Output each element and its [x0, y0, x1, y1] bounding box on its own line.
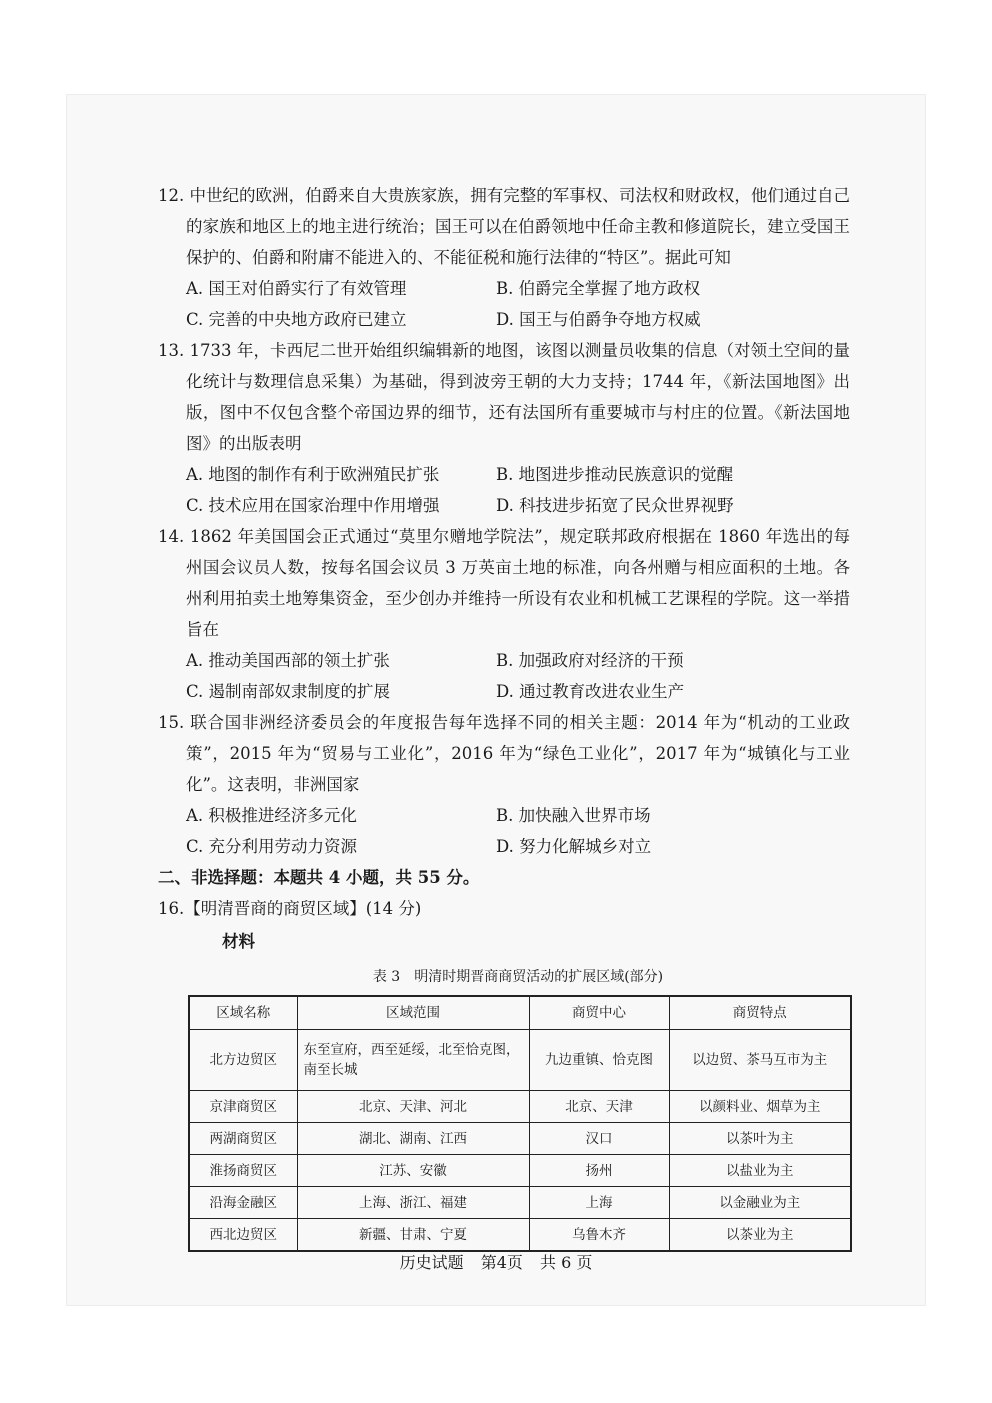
- table-cell: 江苏、安徽: [297, 1155, 529, 1187]
- table-cell: 西北边贸区: [189, 1219, 297, 1252]
- option-a: A. 推动美国西部的领土扩张: [186, 651, 390, 670]
- option-a: A. 国王对伯爵实行了有效管理: [186, 279, 407, 298]
- question-13: [158, 335, 850, 521]
- question-12: [158, 180, 850, 335]
- table-cell: 淮扬商贸区: [189, 1155, 297, 1187]
- table-cell: 汉口: [529, 1123, 669, 1155]
- option-c: C. 技术应用在国家治理中作用增强: [186, 496, 440, 515]
- table-cell: 上海、浙江、福建: [297, 1187, 529, 1219]
- question-stem: 12. 中世纪的欧洲，伯爵来自大贵族家族，拥有完整的军事权、司法权和财政权，他们通过自己的家族和地区上的地主进行统治；国王可以在伯爵领地中任命主教和修道院长，建立受国王保护的、伯爵和附庸不能进入的、不能征税和施行法律的“特区”。据此可知: [158, 186, 850, 267]
- option-d: D. 努力化解城乡对立: [496, 837, 652, 856]
- table-cell: 东至宣府，西至延绥，北至恰克图，南至长城: [297, 1030, 529, 1091]
- table-cell: 扬州: [529, 1155, 669, 1187]
- table-cell: 以茶业为主: [669, 1219, 851, 1252]
- table-cell: 上海: [529, 1187, 669, 1219]
- option-c: C. 遏制南部奴隶制度的扩展: [186, 682, 391, 701]
- question-stem: 14. 1862 年美国国会正式通过“莫里尔赠地学院法”，规定联邦政府根据在 1860 年选出的每州国会议员人数，按每名国会议员 3 万英亩土地的标准，向各州赠与相应面积的土地。各州利用拍卖土地筹集资金，至少创办并维持一所设有农业和机械工艺课程的学院。这一举措旨在: [158, 527, 850, 639]
- footer-page-number: 第4页: [480, 1253, 523, 1272]
- option-d: D. 国王与伯爵争夺地方权威: [496, 310, 701, 329]
- material-label: 材料: [222, 932, 255, 951]
- table-row: [189, 1155, 851, 1187]
- question-14: [158, 521, 850, 707]
- table-cell: 北方边贸区: [189, 1030, 297, 1091]
- option-a: A. 积极推进经济多元化: [186, 806, 357, 825]
- option-b: B. 地图进步推动民族意识的觉醒: [496, 465, 734, 484]
- table-cell: 湖北、湖南、江西: [297, 1123, 529, 1155]
- options: [158, 459, 850, 521]
- option-b: B. 伯爵完全掌握了地方政权: [496, 279, 701, 298]
- table-cell: 沿海金融区: [189, 1187, 297, 1219]
- trade-region-table: [188, 995, 852, 1252]
- options: [158, 645, 850, 707]
- table-cell: 乌鲁木齐: [529, 1219, 669, 1252]
- question-stem: 15. 联合国非洲经济委员会的年度报告每年选择不同的相关主题：2014 年为“机动的工业政策”，2015 年为“贸易与工业化”，2016 年为“绿色工业化”，2017 年为“城镇化与工业化”。这表明，非洲国家: [158, 713, 850, 794]
- table-row: [189, 1123, 851, 1155]
- options: [158, 800, 850, 862]
- table-cell: 新疆、甘肃、宁夏: [297, 1219, 529, 1252]
- option-d: D. 科技进步拓宽了民众世界视野: [496, 496, 734, 515]
- column-header: 商贸特点: [669, 996, 851, 1030]
- column-header: 区域名称: [189, 996, 297, 1030]
- section-title: 二、非选择题：本题共 4 小题，共 55 分。: [158, 868, 480, 887]
- table-cell: 以茶叶为主: [669, 1123, 851, 1155]
- option-c: C. 完善的中央地方政府已建立: [186, 310, 407, 329]
- table-row: [189, 1219, 851, 1252]
- question-15: [158, 707, 850, 862]
- table-cell: 北京、天津、河北: [297, 1091, 529, 1123]
- table-row: [189, 1030, 851, 1091]
- table-caption: 表 3 明清时期晋商商贸活动的扩展区域(部分): [372, 969, 664, 985]
- table-row: [189, 1187, 851, 1219]
- table-cell: 北京、天津: [529, 1091, 669, 1123]
- question-stem: 13. 1733 年，卡西尼二世开始组织编辑新的地图，该图以测量员收集的信息（对领土空间的量化统计与数理信息采集）为基础，得到波旁王朝的大力支持；1744 年，《新法国地图》出版，图中不仅包含整个帝国边界的细节，还有法国所有重要城市与村庄的位置。《新法国地图》的出版表明: [158, 341, 850, 453]
- option-b: B. 加快融入世界市场: [496, 806, 651, 825]
- table-cell: 以盐业为主: [669, 1155, 851, 1187]
- question-16-title: 16.【明清晋商的商贸区域】(14 分): [158, 899, 422, 918]
- option-c: C. 充分利用劳动力资源: [186, 837, 358, 856]
- footer-page-total: 共 6 页: [540, 1253, 593, 1272]
- option-b: B. 加强政府对经济的干预: [496, 651, 684, 670]
- table-cell: 以金融业为主: [669, 1187, 851, 1219]
- footer-subject: 历史试题: [399, 1253, 464, 1272]
- table-cell: 以边贸、茶马互市为主: [669, 1030, 851, 1091]
- option-d: D. 通过教育改进农业生产: [496, 682, 685, 701]
- table-row: [189, 1091, 851, 1123]
- table-header-row: [189, 996, 851, 1030]
- table-cell: 以颜料业、烟草为主: [669, 1091, 851, 1123]
- option-a: A. 地图的制作有利于欧洲殖民扩张: [186, 465, 440, 484]
- column-header: 区域范围: [297, 996, 529, 1030]
- table-cell: 京津商贸区: [189, 1091, 297, 1123]
- column-header: 商贸中心: [529, 996, 669, 1030]
- page-footer: [0, 1250, 992, 1273]
- table-cell: 九边重镇、恰克图: [529, 1030, 669, 1091]
- exam-content: [158, 180, 850, 1252]
- table-cell: 两湖商贸区: [189, 1123, 297, 1155]
- options: [158, 273, 850, 335]
